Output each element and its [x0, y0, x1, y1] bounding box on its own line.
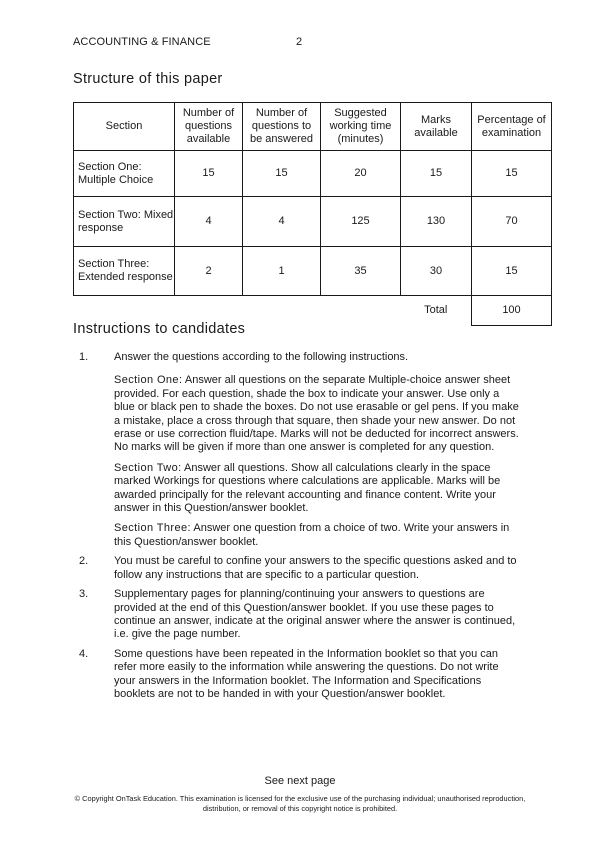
total-label: Total	[424, 304, 448, 317]
working-time: 20	[321, 151, 401, 197]
column-header-working-time: Suggested working time (minutes)	[321, 103, 401, 151]
section-name: Section One: Multiple Choice	[74, 151, 175, 197]
working-time: 35	[321, 247, 401, 296]
total-value: 100	[472, 296, 552, 326]
percentage: 15	[472, 151, 552, 197]
column-header-questions-answered: Number of questions to be answered	[243, 103, 321, 151]
instruction-text: Supplementary pages for planning/continuing your answers to questions are provided at the end of this Question/answer booklet. If you use these pages to continue an answer, indicate at the original answer where the answer is continued, i.e. give the page number.	[114, 588, 516, 641]
section-one-label: Section One:	[114, 374, 183, 387]
percentage: 70	[472, 197, 552, 247]
column-header-percentage: Percentage of examination	[472, 103, 552, 151]
column-header-questions-available: Number of questions available	[175, 103, 243, 151]
instruction-number: 1.	[79, 351, 89, 363]
questions-available: 2	[175, 247, 243, 296]
instruction-item	[79, 648, 519, 702]
section-name: Section Two: Mixed response	[74, 197, 175, 247]
column-header-marks: Marks available	[401, 103, 472, 151]
instruction-item	[79, 555, 519, 582]
section-one-instruction	[114, 374, 519, 454]
copyright-notice: © Copyright OnTask Education. This examination is licensed for the exclusive use of the purchasing individual; unauthorised reproduction, distribution, or removal of this copyright notice is prohibited.	[74, 794, 526, 813]
instructions-title: Instructions to candidates	[73, 321, 246, 337]
marks-available: 15	[401, 151, 472, 197]
questions-answered: 1	[243, 247, 321, 296]
instruction-item	[79, 351, 519, 549]
marks-available: 130	[401, 197, 472, 247]
instruction-text: You must be careful to confine your answers to the specific questions asked and to follow any instructions that are specific to a particular question.	[114, 555, 517, 581]
structure-table	[73, 102, 552, 326]
marks-available: 30	[401, 247, 472, 296]
section-three-label: Section Three:	[114, 522, 191, 535]
column-header-section: Section	[74, 103, 175, 151]
section-name: Section Three: Extended response	[74, 247, 175, 296]
instruction-text: Some questions have been repeated in the Information booklet so that you can refer more easily to the information while answering the questions. Do not write your answers in the Information booklet. The Information and Specifications booklets are not to be handed in with your Question/answer booklet.	[114, 647, 499, 700]
questions-answered: 4	[243, 197, 321, 247]
instruction-item	[79, 588, 519, 642]
section-two-label: Section Two:	[114, 461, 182, 474]
instruction-number: 2.	[79, 555, 89, 568]
table-row	[74, 151, 552, 197]
instruction-text: Answer the questions according to the following instructions.	[114, 351, 409, 363]
instruction-number: 3.	[79, 588, 89, 601]
page-header-subject: ACCOUNTING & FINANCE	[73, 36, 211, 48]
questions-available: 15	[175, 151, 243, 197]
table-header-row	[74, 103, 552, 151]
instructions-list	[79, 351, 519, 707]
section-three-instruction	[114, 522, 519, 549]
page-number: 2	[296, 36, 303, 48]
instruction-number: 4.	[79, 647, 89, 660]
percentage: 15	[472, 247, 552, 296]
section-two-text: Answer all questions. Show all calculations clearly in the space marked Workings for questions where calculations are applicable. Marks will be awarded principally for the relevant accounting and finance content. Write your answer in this Question/answer booklet.	[114, 461, 501, 515]
see-next-page: See next page	[264, 775, 336, 787]
questions-available: 4	[175, 197, 243, 247]
questions-answered: 15	[243, 151, 321, 197]
section-one-text: Answer all questions on the separate Multiple-choice answer sheet provided. For each question, shade the box to indicate your answer. Use only a blue or black pen to shade the boxes. Do not use erasable or gel pens. If you make a mistake, place a cross through that square, then shade your new answer. Do not erase or use correction fluid/tape. Marks will not be deducted for incorrect answers. No marks will be given if more than one answer is completed for any question.	[114, 374, 519, 454]
table-row	[74, 197, 552, 247]
table-row	[74, 247, 552, 296]
structure-title: Structure of this paper	[73, 71, 223, 87]
section-three-text: Answer one question from a choice of two. Write your answers in this Question/answer booklet.	[114, 522, 510, 548]
working-time: 125	[321, 197, 401, 247]
section-two-instruction	[114, 462, 519, 516]
